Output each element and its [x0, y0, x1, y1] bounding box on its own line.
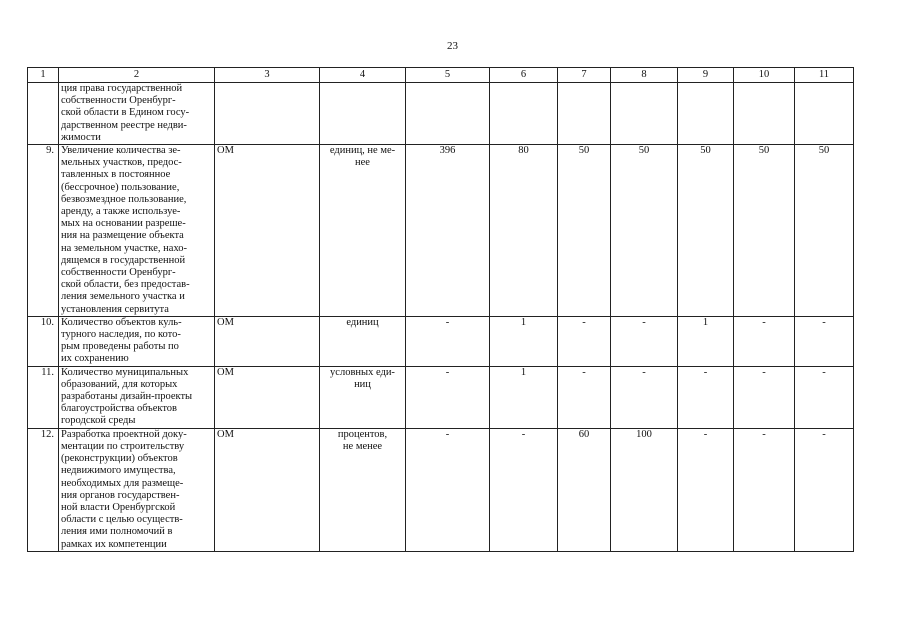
table-row — [28, 366, 854, 428]
indicator-name — [59, 145, 215, 317]
row-number: 11. — [28, 366, 59, 428]
indicator-name-line: собственности Оренбург- — [61, 95, 176, 107]
indicator-name — [59, 366, 215, 428]
table-row — [28, 428, 854, 551]
value-cell: - — [678, 428, 734, 551]
value-cell: 50 — [678, 145, 734, 317]
indicator-type: ОМ — [215, 428, 320, 551]
header-cell: 3 — [215, 68, 320, 83]
indicator-name-line: ментации по строительству — [61, 440, 185, 452]
unit-line: единиц, не ме- — [329, 145, 396, 157]
indicator-name-line: недвижимого имущества, — [61, 465, 176, 477]
header-cell: 6 — [490, 68, 558, 83]
indicator-name-line: городской среды — [61, 415, 136, 427]
table-row — [28, 316, 854, 366]
value-cell: - — [795, 366, 854, 428]
header-cell: 2 — [59, 68, 215, 83]
value-cell: - — [678, 366, 734, 428]
value-cell — [611, 83, 678, 145]
value-cell: 1 — [490, 316, 558, 366]
unit-line: не менее — [342, 440, 383, 452]
indicator-name-line: ления земельного участка и — [61, 291, 185, 303]
table-row — [28, 83, 854, 145]
indicator-name-line: их сохранению — [61, 353, 129, 365]
value-cell: 80 — [490, 145, 558, 317]
indicator-name-line: (бессрочное) пользование, — [61, 181, 180, 193]
indicator-name-line: рым проведены работы по — [61, 341, 179, 353]
indicator-name-line: турного наследия, по кото- — [61, 329, 181, 341]
indicator-name-line: ния органов государствен- — [61, 489, 180, 501]
header-row — [28, 68, 854, 83]
header-cell: 8 — [611, 68, 678, 83]
value-cell — [734, 83, 795, 145]
value-cell: 50 — [734, 145, 795, 317]
indicator-name-line: рамках их компетенции — [61, 538, 167, 550]
value-cell: - — [734, 428, 795, 551]
header-cell: 10 — [734, 68, 795, 83]
value-cell — [406, 83, 490, 145]
indicator-name-line: ция права государственной — [61, 83, 183, 94]
unit-of-measure — [320, 145, 406, 317]
value-cell: - — [734, 316, 795, 366]
indicators-table — [27, 67, 854, 552]
value-cell — [678, 83, 734, 145]
indicator-type: ОМ — [215, 366, 320, 428]
indicator-name-line: образований, для которых — [61, 378, 178, 390]
indicator-name-line: ления ими полномочий в — [61, 526, 173, 538]
value-cell: 100 — [611, 428, 678, 551]
value-cell: 396 — [406, 145, 490, 317]
indicator-name-line: благоустройства объектов — [61, 403, 178, 415]
unit-of-measure — [320, 366, 406, 428]
value-cell — [558, 83, 611, 145]
indicator-name-line: Увеличение количества зе- — [61, 145, 181, 157]
row-number: 10. — [28, 316, 59, 366]
header-cell: 5 — [406, 68, 490, 83]
header-cell: 4 — [320, 68, 406, 83]
indicator-name-line: (реконструкции) объектов — [61, 453, 178, 465]
indicator-name-line: собственности Оренбург- — [61, 267, 176, 279]
indicator-name-line: разработаны дизайн-проекты — [61, 391, 193, 403]
value-cell: - — [558, 366, 611, 428]
value-cell: - — [406, 366, 490, 428]
table-row — [28, 145, 854, 317]
value-cell: 50 — [795, 145, 854, 317]
unit-line: процентов, — [337, 428, 388, 440]
unit-of-measure — [320, 316, 406, 366]
indicator-name-line: ской области в Едином госу- — [61, 107, 190, 119]
unit-of-measure — [320, 428, 406, 551]
value-cell: - — [795, 428, 854, 551]
header-cell: 7 — [558, 68, 611, 83]
indicator-type — [215, 83, 320, 145]
value-cell: - — [734, 366, 795, 428]
value-cell: - — [795, 316, 854, 366]
indicator-name-line: ной власти Оренбургской — [61, 501, 176, 513]
indicator-name-line: Количество объектов куль- — [61, 316, 182, 328]
indicator-name-line: необходимых для размеще- — [61, 477, 184, 489]
indicator-name-line: мых на основании разреше- — [61, 218, 186, 230]
indicator-name-line: безвозмездное пользование, — [61, 193, 187, 205]
value-cell: 1 — [678, 316, 734, 366]
value-cell — [490, 83, 558, 145]
row-number: 12. — [28, 428, 59, 551]
indicator-name-line: дящемся в государственной — [61, 254, 186, 266]
indicator-name-line: мельных участков, предос- — [61, 157, 182, 169]
header-cell: 1 — [28, 68, 59, 83]
value-cell: - — [490, 428, 558, 551]
value-cell: - — [406, 316, 490, 366]
indicator-name-line: тавленных в постоянное — [61, 169, 171, 181]
page-number: 23 — [447, 40, 458, 52]
value-cell: 50 — [558, 145, 611, 317]
unit-of-measure — [320, 83, 406, 145]
indicator-type: ОМ — [215, 316, 320, 366]
indicator-name-line: ской области, без предостав- — [61, 279, 190, 291]
indicator-name-line: дарственном реестре недви- — [61, 119, 187, 131]
indicator-name-line: ния на размещение объекта — [61, 230, 184, 242]
unit-line: единиц — [346, 316, 379, 328]
indicator-name-line: Разработка проектной доку- — [61, 428, 187, 440]
value-cell: - — [611, 366, 678, 428]
indicator-name — [59, 83, 215, 145]
indicator-name-line: аренду, а также используе- — [61, 206, 181, 218]
indicator-name-line: Количество муниципальных — [61, 366, 189, 378]
indicator-name-line: жимости — [61, 131, 101, 143]
header-cell: 9 — [678, 68, 734, 83]
unit-line: условных еди- — [330, 366, 395, 378]
indicator-name — [59, 428, 215, 551]
row-number: 9. — [28, 145, 59, 317]
value-cell: - — [406, 428, 490, 551]
value-cell: 60 — [558, 428, 611, 551]
indicator-name — [59, 316, 215, 366]
indicator-type: ОМ — [215, 145, 320, 317]
value-cell: - — [558, 316, 611, 366]
row-number — [28, 83, 59, 145]
value-cell: - — [611, 316, 678, 366]
value-cell — [795, 83, 854, 145]
indicator-name-line: установления сервитута — [61, 303, 169, 315]
unit-line: ниц — [354, 378, 371, 390]
indicator-name-line: на земельном участке, нахо- — [61, 242, 188, 254]
header-cell: 11 — [795, 68, 854, 83]
value-cell: 50 — [611, 145, 678, 317]
unit-line: нее — [355, 157, 370, 169]
indicator-name-line: области с целью осуществ- — [61, 514, 183, 526]
value-cell: 1 — [490, 366, 558, 428]
